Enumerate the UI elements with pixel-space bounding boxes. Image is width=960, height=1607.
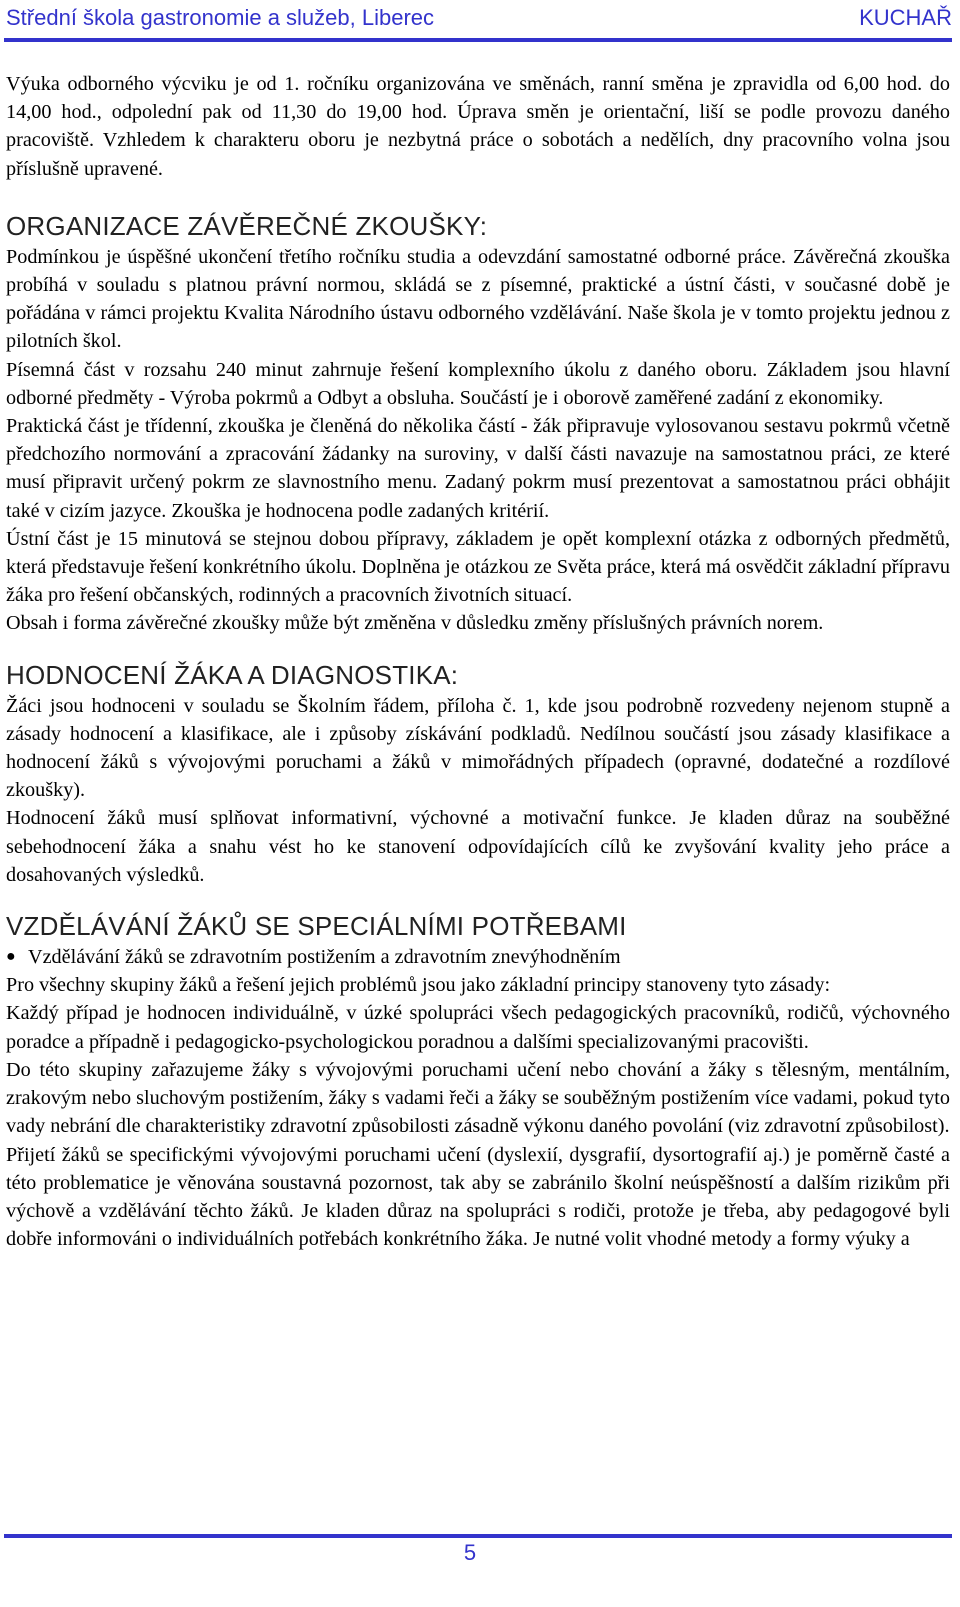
bullet-list-item xyxy=(6,943,950,971)
bullet-text: Vzdělávání žáků se zdravotním postižením a zdravotním znevýhodněním xyxy=(28,946,621,969)
exam-heading: ORGANIZACE ZÁVĚREČNÉ ZKOUŠKY: xyxy=(6,210,488,241)
special-paragraph-1: Pro všechny skupiny žáků a řešení jejich problémů jsou jako základní principy stanoveny tyto zásady: xyxy=(6,974,831,997)
assessment-paragraph-2: Hodnocení žáků musí splňovat informativní, výchovné a motivační funkce. Je kladen důraz na souběžné sebehodnocení žáka a snahu vést ho ke stanovení odpovídajících cílů ke zvyšování kvality jeho práce a dosahovaných výsledků. xyxy=(6,807,950,886)
special-paragraph-3: Do této skupiny zařazujeme žáky s vývojovými poruchami učení nebo chování a žáky s tělesným, mentálním, zrakovým nebo sluchovým postižením, žáky s vadami řeči a žáky se souběžným postižením více vadami, pokud tyto vady nebrání dle charakteristiky zdravotní způsobilosti zásadně výkonu daného povolání (viz zdravotní způsobilost). xyxy=(6,1058,950,1138)
exam-paragraph-4: Ústní část je 15 minutová se stejnou dobou přípravy, základem je opět komplexní otázka z odborných předmětů, která představuje řešení konkrétního úkolu. Doplněna je otázkou ze Světa práce, která má osvědčit základní přípravu žáka pro řešení občanských, rodinných a pracovních životních situací. xyxy=(6,527,950,607)
special-needs-heading: VZDĚLÁVÁNÍ ŽÁKŮ SE SPECIÁLNÍMI POTŘEBAMI xyxy=(6,911,627,942)
header-divider xyxy=(4,38,952,42)
assessment-heading: HODNOCENÍ ŽÁKA A DIAGNOSTIKA: xyxy=(6,659,459,690)
footer-divider xyxy=(4,1534,952,1538)
program-name: KUCHAŘ xyxy=(859,5,952,30)
document-body xyxy=(6,70,950,1253)
school-name: Střední škola gastronomie a služeb, Liberec xyxy=(6,5,435,30)
bullet-icon: ● xyxy=(6,948,16,966)
exam-paragraph-1: Podmínkou je úspěšné ukončení třetího ročníku studia a odevzdání samostatné odborné práce. Závěrečná zkouška probíhá v souladu s platnou právní normou, skládá se z písemné, praktické a ústní části, v současné době je pořádána v rámci projektu Kvalita Národního ústavu odborného vzdělávání. Naše škola je v tomto projektu jednou z pilotních škol. xyxy=(6,245,950,353)
intro-paragraph: Výuka odborného výcviku je od 1. ročníku organizována ve směnách, ranní směna je zpravidla od 6,00 hod. do 14,00 hod., odpolední pak od 11,30 do 19,00 hod. Úprava směn je orientační, liší se podle provozu daného pracoviště. Vzhledem k charakteru oboru je nezbytná práce o sobotách a nedělích, dny pracovního volna jsou příslušně upravené. xyxy=(6,73,950,180)
assessment-paragraph-1: Žáci jsou hodnoceni v souladu se Školním řádem, příloha č. 1, kde jsou podrobně rozvedeny nejenom stupně a zásady hodnocení a klasifikace, ale i způsoby získávání podkladů. Nedílnou součástí jsou zásady klasifikace a hodnocení žáků s vývojovými poruchami a žáků v mimořádných případech (opravné, dodatečné a rozdílové zkoušky). xyxy=(6,694,950,802)
special-paragraph-2: Každý případ je hodnocen individuálně, v úzké spolupráci všech pedagogických pracovníků, rodičů, výchovného poradce a případně i pedagogicko-psychologickou poradnou a dalšími specializovanými pracovišti. xyxy=(6,1002,950,1053)
special-paragraph-4: Přijetí žáků se specifickými vývojovými poruchami učení (dyslexií, dysgrafií, dysortografií aj.) je poměrně časté a této problematice je věnována soustavná pozornost, tak aby se zabránilo školní neúspěšností a dalším rizikům při výchově a vzdělávání těchto žáků. Je kladen důraz na spolupráci s rodiči, protože je třeba, aby pedagogové byli dobře informováni o individuálních potřebách konkrétního žáka. Je nutné volit vhodné metody a formy výuky a xyxy=(6,1143,950,1251)
exam-paragraph-5: Obsah i forma závěrečné zkoušky může být změněna v důsledku změny příslušných právních norem. xyxy=(6,612,824,635)
exam-paragraph-2: Písemná část v rozsahu 240 minut zahrnuje řešení komplexního úkolu z daného oboru. Základem jsou hlavní odborné předměty - Výroba pokrmů a Odbyt a obsluha. Součástí je i oborově zaměřené zadání z ekonomiky. xyxy=(6,358,950,409)
exam-paragraph-3: Praktická část je třídenní, zkouška je členěná do několika částí - žák připravuje vylosovanou sestavu pokrmů včetně předchozího normování a zpracování žádanky na suroviny, v další části navazuje na samostatnou práci, ze které musí připravit určený pokrm ze slavnostního menu. Zadaný pokrm musí prezentovat a samostatnou práci obhájit také v cizím jazyce. Zkouška je hodnocena podle zadaných kritérií. xyxy=(6,415,950,522)
page-number: 5 xyxy=(463,1540,477,1565)
page-header xyxy=(4,0,952,38)
